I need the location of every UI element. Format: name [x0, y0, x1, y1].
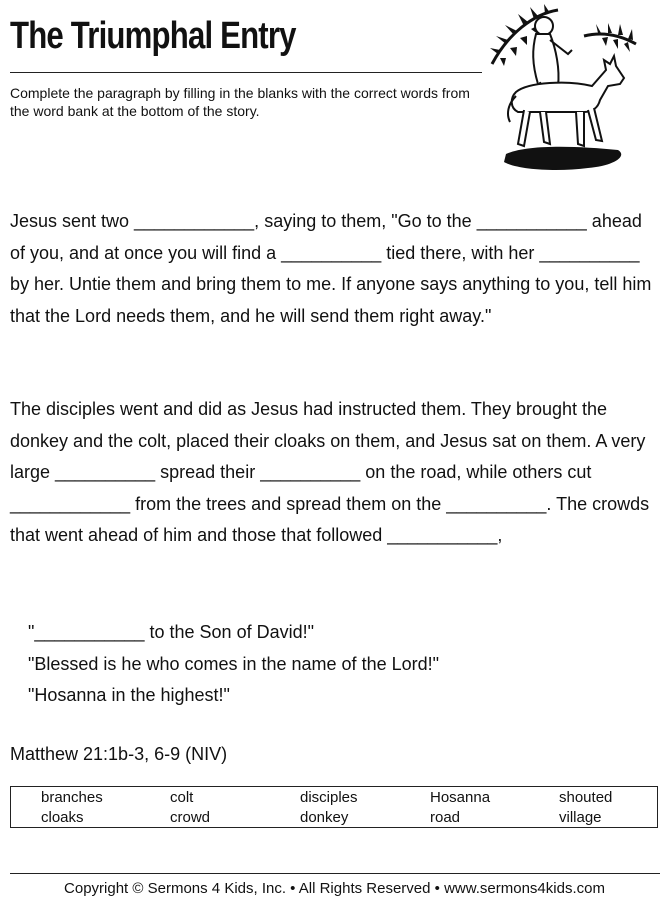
jesus-on-donkey-illustration	[488, 4, 638, 179]
word-bank-word: crowd	[170, 809, 211, 826]
word-bank-word: shouted	[559, 789, 613, 806]
word-bank-word: disciples	[300, 789, 358, 806]
word-bank-word: colt	[170, 789, 194, 806]
quote-line: "Hosanna in the highest!"	[28, 685, 230, 705]
title-divider	[10, 72, 482, 73]
copyright-footer: Copyright © Sermons 4 Kids, Inc. • All Rights Reserved • www.sermons4kids.com	[64, 880, 605, 897]
quotes-block	[28, 617, 439, 712]
word-bank	[10, 786, 658, 828]
word-bank-word: Hosanna	[430, 789, 491, 806]
cloak-on-road	[504, 147, 621, 170]
donkey-figure	[508, 56, 624, 146]
word-bank-word: cloaks	[41, 809, 84, 826]
quote-line: "___________ to the Son of David!"	[28, 622, 314, 642]
story-paragraph-2: The disciples went and did as Jesus had instructed them. They brought the donkey and the colt, placed their cloaks on them, and Jesus sat on them. A very large __________ spread their __________ on the road, while others cut ____________ from the trees and spread them on the __________. The crowds that went ahead of him and those that followed ___________,	[10, 399, 650, 545]
palm-frond-right-icon	[584, 23, 636, 52]
word-bank-word: branches	[41, 789, 103, 806]
word-bank-word: donkey	[300, 809, 349, 826]
word-bank-word: village	[559, 809, 602, 826]
word-bank-word: road	[430, 809, 461, 826]
quote-line: "Blessed is he who comes in the name of the Lord!"	[28, 653, 440, 674]
page-title: The Triumphal Entry	[10, 15, 296, 57]
instructions-text: Complete the paragraph by filling in the blanks with the correct words from the word bank at the bottom of the story.	[10, 85, 470, 119]
scripture-citation: Matthew 21:1b-3, 6-9 (NIV)	[10, 744, 228, 764]
footer-divider	[10, 873, 660, 874]
story-paragraph-1: Jesus sent two ____________, saying to them, "Go to the ___________ ahead of you, and at once you will find a __________ tied there, with her __________ by her. Untie them and bring them to me. If anyone says anything to you, tell him that the Lord needs them, and he will send them right away."	[10, 211, 652, 326]
